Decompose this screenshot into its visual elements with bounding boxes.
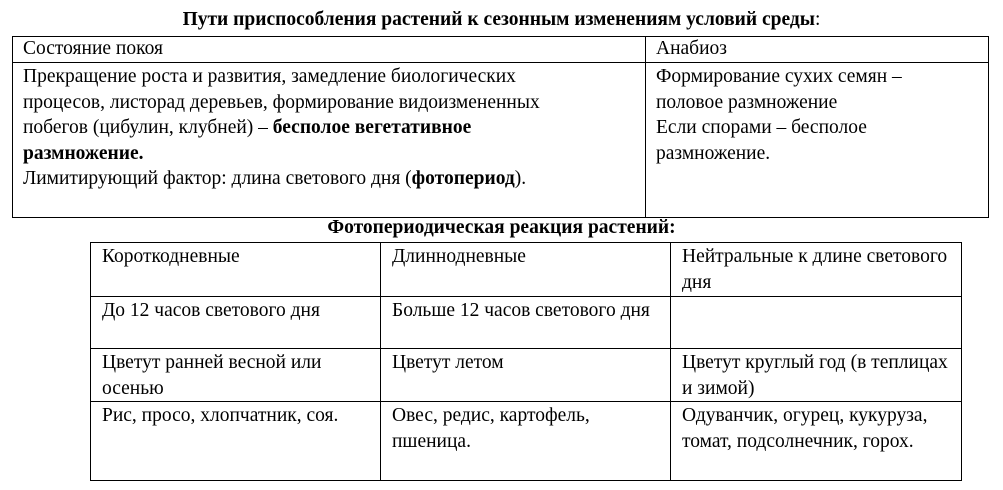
cell-short-day-hours: До 12 часов светового дня [91, 297, 381, 349]
table-row [91, 297, 962, 349]
table-row [91, 349, 962, 402]
anabiosis-line-4: размножение. [656, 142, 771, 164]
heading-adaptation-ways [0, 9, 1003, 31]
cell-neutral-hours [671, 297, 962, 349]
heading-adaptation-ways-text: Пути приспособления растений к сезонным изменениям условий среды [182, 9, 816, 30]
heading-photoperiodic-reaction-text: Фотопериодическая реакция растений: [327, 217, 676, 238]
dormancy-reproduction-type: бесполое вегетативное [272, 117, 472, 138]
dormancy-line-4 [23, 141, 635, 167]
heading-adaptation-ways-colon: : [815, 9, 821, 30]
cell-dormancy-description [13, 63, 646, 218]
cell-neutral-examples: Одуванчик, огурец, кукуруза, томат, подсолнечник, горох. [671, 402, 962, 481]
cell-short-day-flowering: Цветут ранней весной или осенью [91, 349, 381, 402]
adaptation-table-body-row [13, 63, 989, 218]
header-long-day: Длиннодневные [381, 243, 671, 297]
cell-long-day-flowering: Цветут летом [381, 349, 671, 402]
anabiosis-line-3: Если спорами – бесполое [656, 117, 867, 138]
header-anabiosis: Анабиоз [646, 37, 989, 63]
limiting-factor-text: Лимитирующий фактор: длина светового дня ( [23, 168, 412, 189]
anabiosis-line-1: Формирование сухих семян – [656, 66, 902, 87]
cell-anabiosis-description [646, 63, 989, 218]
limiting-factor-end: ). [514, 168, 527, 189]
dormancy-line-1: Прекращение роста и развития, замедление биологических [23, 66, 516, 87]
anabiosis-line-2: половое размножение [656, 91, 838, 113]
cell-long-day-examples: Овес, редис, картофель, пшеница. [381, 402, 671, 481]
dormancy-line-3 [23, 115, 635, 141]
cell-short-day-examples: Рис, просо, хлопчатник, соя. [91, 402, 381, 481]
heading-photoperiodic-reaction [0, 217, 1003, 239]
adaptation-table [12, 36, 989, 218]
dormancy-line-2: процесов, листорад деревьев, формирование видоизмененных [23, 91, 540, 113]
photoperiod-table [90, 242, 962, 481]
dormancy-line-3-text: побегов (цибулин, клубней) – [23, 117, 273, 138]
cell-neutral-flowering: Цветут круглый год (в теплицах и зимой) [671, 349, 962, 402]
table-row [91, 402, 962, 481]
adaptation-table-header-row [13, 37, 989, 63]
header-day-neutral: Нейтральные к длине светового дня [671, 243, 962, 297]
photoperiod-table-header-row [91, 243, 962, 297]
dormancy-line-5 [23, 166, 635, 192]
header-short-day: Короткодневные [91, 243, 381, 297]
dormancy-reproduction-word: размножение. [23, 142, 144, 164]
photoperiod-term: фотопериод [411, 168, 515, 189]
cell-long-day-hours: Больше 12 часов светового дня [381, 297, 671, 349]
header-dormancy: Состояние покоя [13, 37, 646, 63]
